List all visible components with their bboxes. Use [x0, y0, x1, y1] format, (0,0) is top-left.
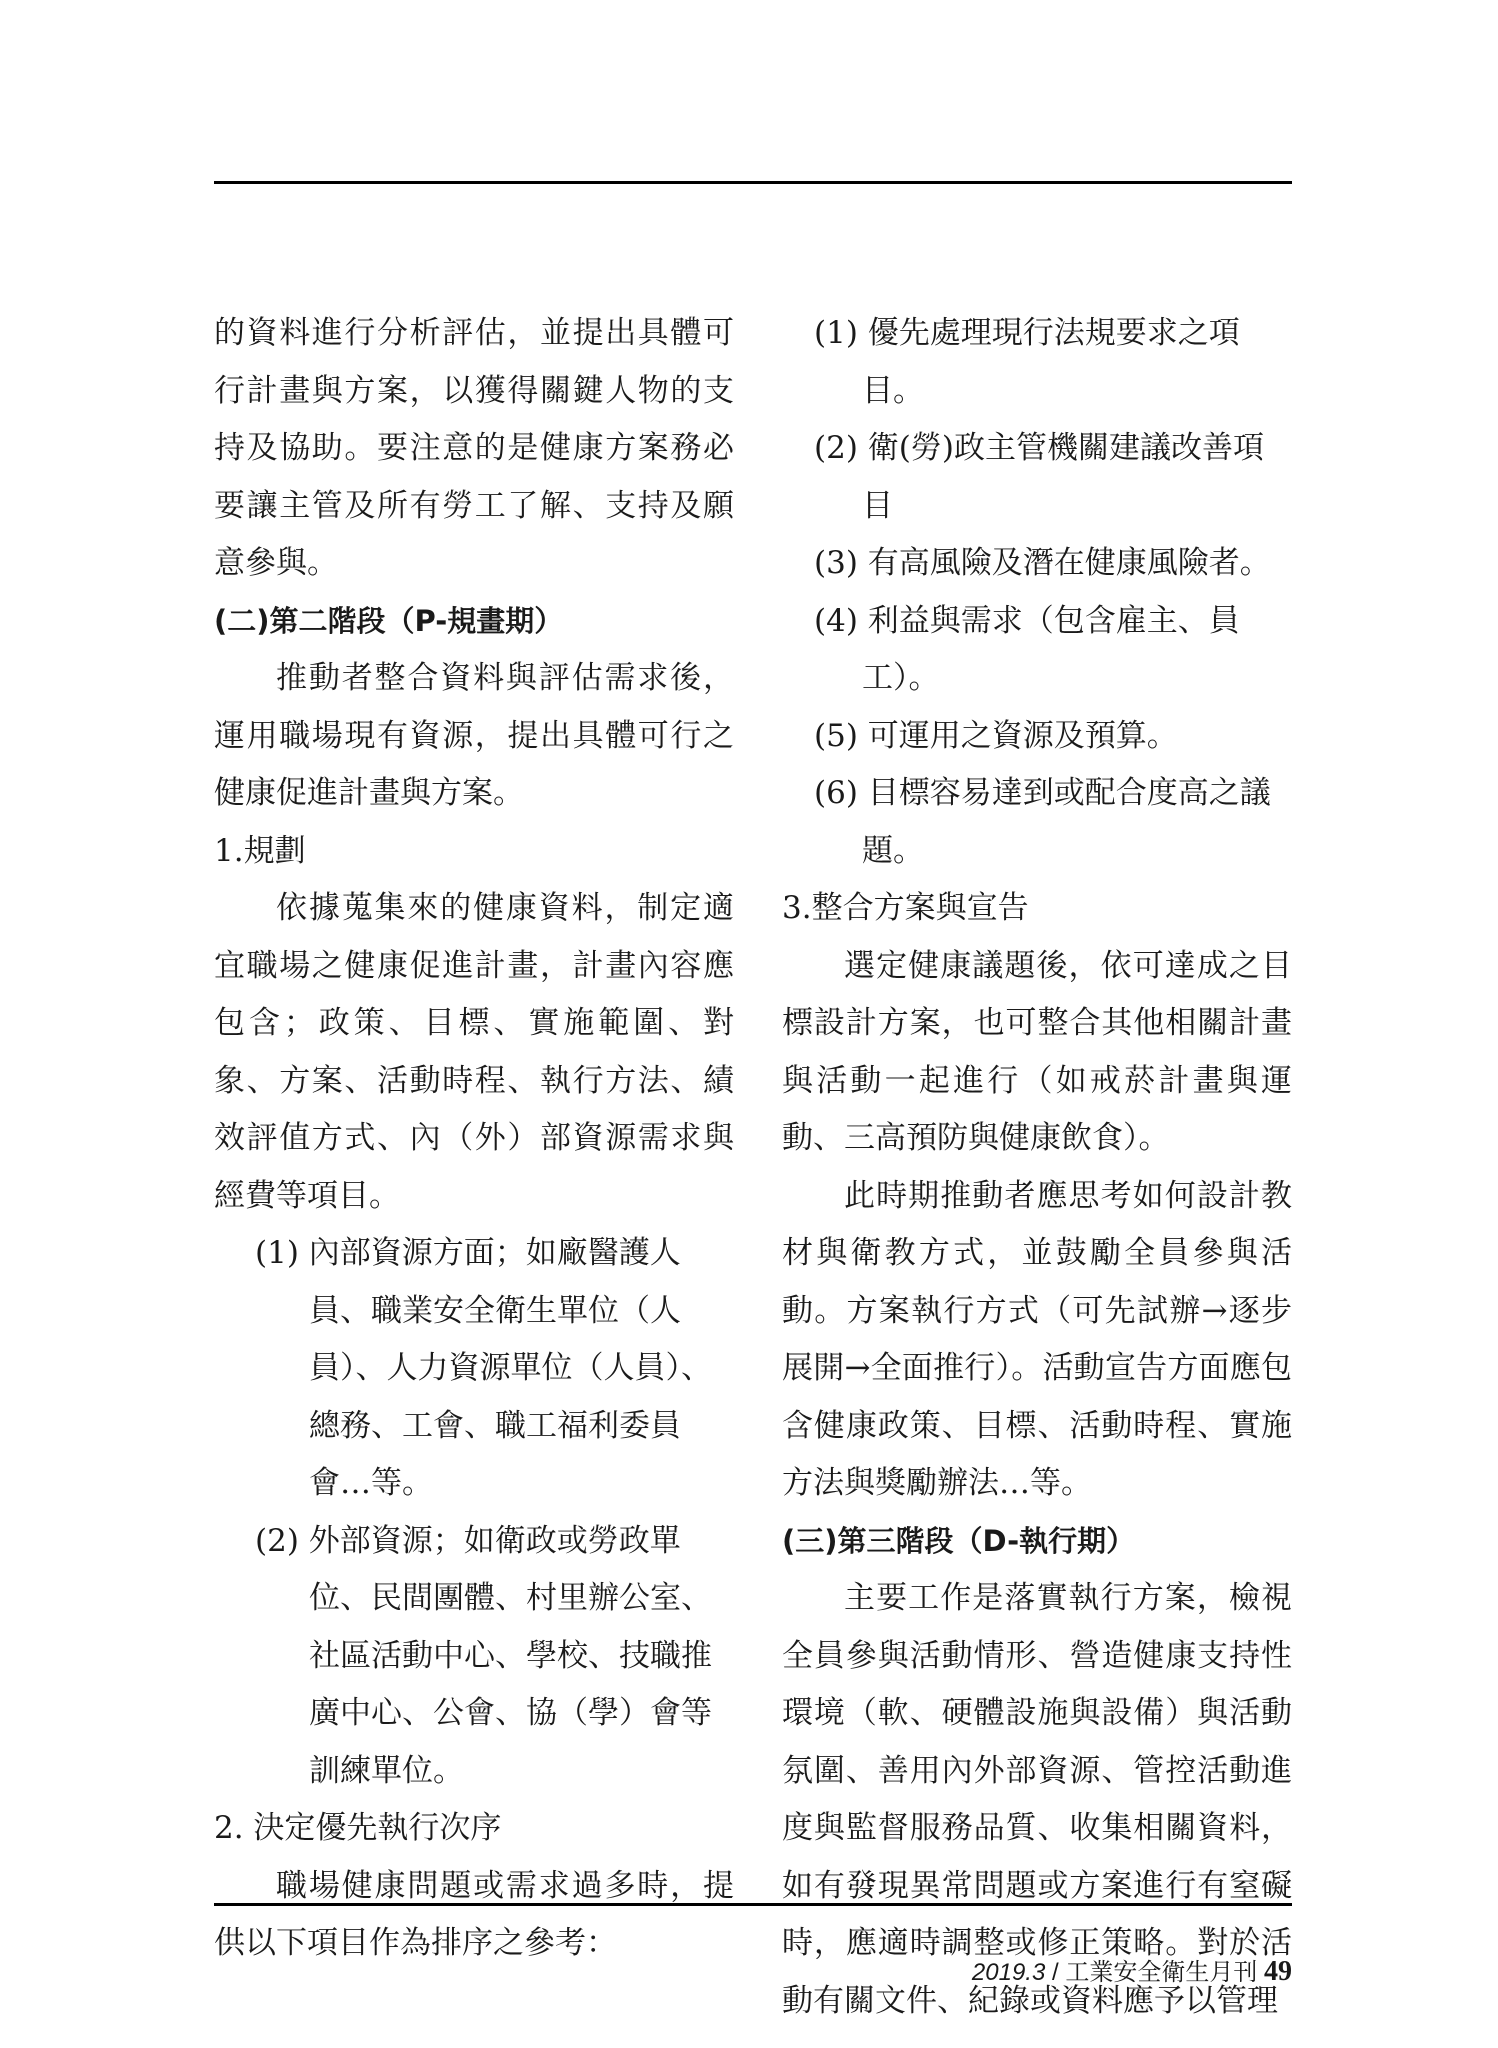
issue-date: 2019.3	[971, 1959, 1046, 1986]
continued-paragraph: 的資料進行分析評估，並提出具體可行計畫與方案，以獲得關鍵人物的支持及協助。要注意的是健康方案務必要讓主管及所有勞工了解、支持及願意參與。	[214, 315, 734, 581]
list-item: (2) 衛(勞)政主管機關建議改善項目	[814, 430, 1264, 524]
top-rule	[214, 181, 1292, 184]
bottom-rule	[214, 1903, 1292, 1906]
list-item: (4) 利益與需求（包含雇主、員工）。	[814, 602, 1240, 696]
page-footer	[972, 1952, 1292, 1988]
subheading-integration: 3.整合方案與宣告	[782, 890, 1029, 926]
list-item: (3) 有高風險及潛在健康風險者。	[814, 545, 1271, 581]
list-item-internal-resources: (1) 內部資源方面；如廠醫護人員、職業安全衛生單位（人員）、人力資源單位（人員）、總務、工會、職工福利委員會…等。	[255, 1235, 712, 1501]
subheading-planning: 1.規劃	[214, 832, 306, 869]
left-column	[214, 305, 734, 1973]
paragraph: 依據蒐集來的健康資料，制定適宜職場之健康促進計畫，計畫內容應包含；政策、目標、實施範圍、對象、方案、活動時程、執行方法、績效評值方式、內（外）部資源需求與經費等項目。	[214, 890, 734, 1214]
list-item: (1) 優先處理現行法規要求之項目。	[814, 315, 1240, 409]
paragraph: 主要工作是落實執行方案，檢視全員參與活動情形、營造健康支持性環境（軟、硬體設施與設備）與活動氛圍、善用內外部資源、管控活動進度與監督服務品質、收集相關資料，如有發現異常問題或方案進行有窒礙時，應適時調整或修正策略。對於活動有關文件、紀錄或資料應予以管理	[782, 1580, 1292, 2019]
list-item-external-resources: (2) 外部資源；如衛政或勞政單位、民間團體、村里辦公室、社區活動中心、學校、技職推廣中心、公會、協（學）會等訓練單位。	[255, 1522, 712, 1789]
right-column	[782, 305, 1292, 2030]
subheading-priority: 2. 決定優先執行次序	[214, 1810, 502, 1846]
footer-separator: /	[1045, 1959, 1066, 1986]
paragraph: 選定健康議題後，依可達成之目標設計方案，也可整合其他相關計畫與活動一起進行（如戒菸計畫與運動、三高預防與健康飲食）。	[782, 947, 1292, 1156]
page-number: 49	[1264, 1956, 1292, 1987]
journal-name: 工業安全衛生月刊	[1065, 1959, 1258, 1986]
paragraph: 職場健康問題或需求過多時，提供以下項目作為排序之參考：	[214, 1867, 734, 1961]
paragraph: 推動者整合資料與評估需求後，運用職場現有資源，提出具體可行之健康促進計畫與方案。	[214, 660, 734, 811]
list-item: (5) 可運用之資源及預算。	[814, 717, 1178, 754]
paragraph: 此時期推動者應思考如何設計教材與衛教方式，並鼓勵全員參與活動。方案執行方式（可先試辦→逐步展開→全面推行）。活動宣告方面應包含健康政策、目標、活動時程、實施方法與獎勵辦法…等。	[782, 1177, 1292, 1501]
section-heading-phase-3: (三)第三階段（D-執行期）	[782, 1523, 1136, 1558]
list-item: (6) 目標容易達到或配合度高之議題。	[814, 775, 1271, 869]
section-heading-phase-2: (二)第二階段（P-規畫期）	[214, 603, 564, 638]
